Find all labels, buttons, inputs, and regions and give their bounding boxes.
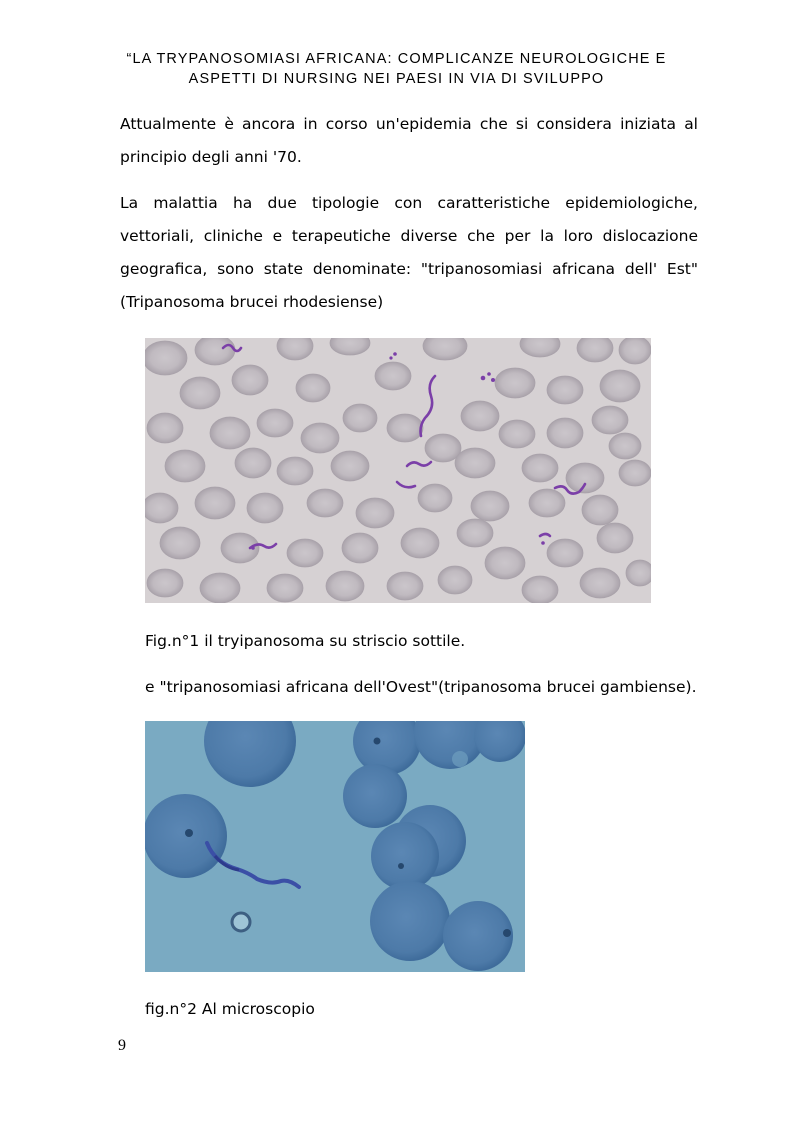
header-line-1: “LA TRYPANOSOMIASI AFRICANA: COMPLICANZE NEUROLOGICHE E (126, 51, 667, 67)
figure-1-blood-smear-image (145, 338, 651, 603)
figure-1-caption: Fig.n°1 il tryipanosoma su striscio sottile. (145, 632, 466, 650)
paragraph-disease-types: La malattia ha due tipologie con caratteristiche epidemiologiche, vettoriali, cliniche e terapeutiche diverse che per la loro dislocazione geografica, sono state denominate: "tripanosomiasi africana dell' Est" (Tripanosoma brucei rhodesiense) (120, 194, 698, 311)
page-number: 9 (118, 1037, 126, 1054)
paragraph-epidemic: Attualmente è ancora in corso un'epidemia che si considera iniziata al principio degli anni '70. (120, 115, 698, 166)
header-line-2: ASPETTI DI NURSING NEI PAESI IN VIA DI SVILUPPO (188, 71, 605, 87)
figure-2-microscope-image (145, 721, 525, 972)
running-header (80, 49, 713, 89)
paragraph-western-type: e "tripanosomiasi africana dell'Ovest"(tripanosoma brucei gambiense). (145, 678, 697, 696)
figure-2-caption: fig.n°2 Al microscopio (145, 1000, 315, 1018)
